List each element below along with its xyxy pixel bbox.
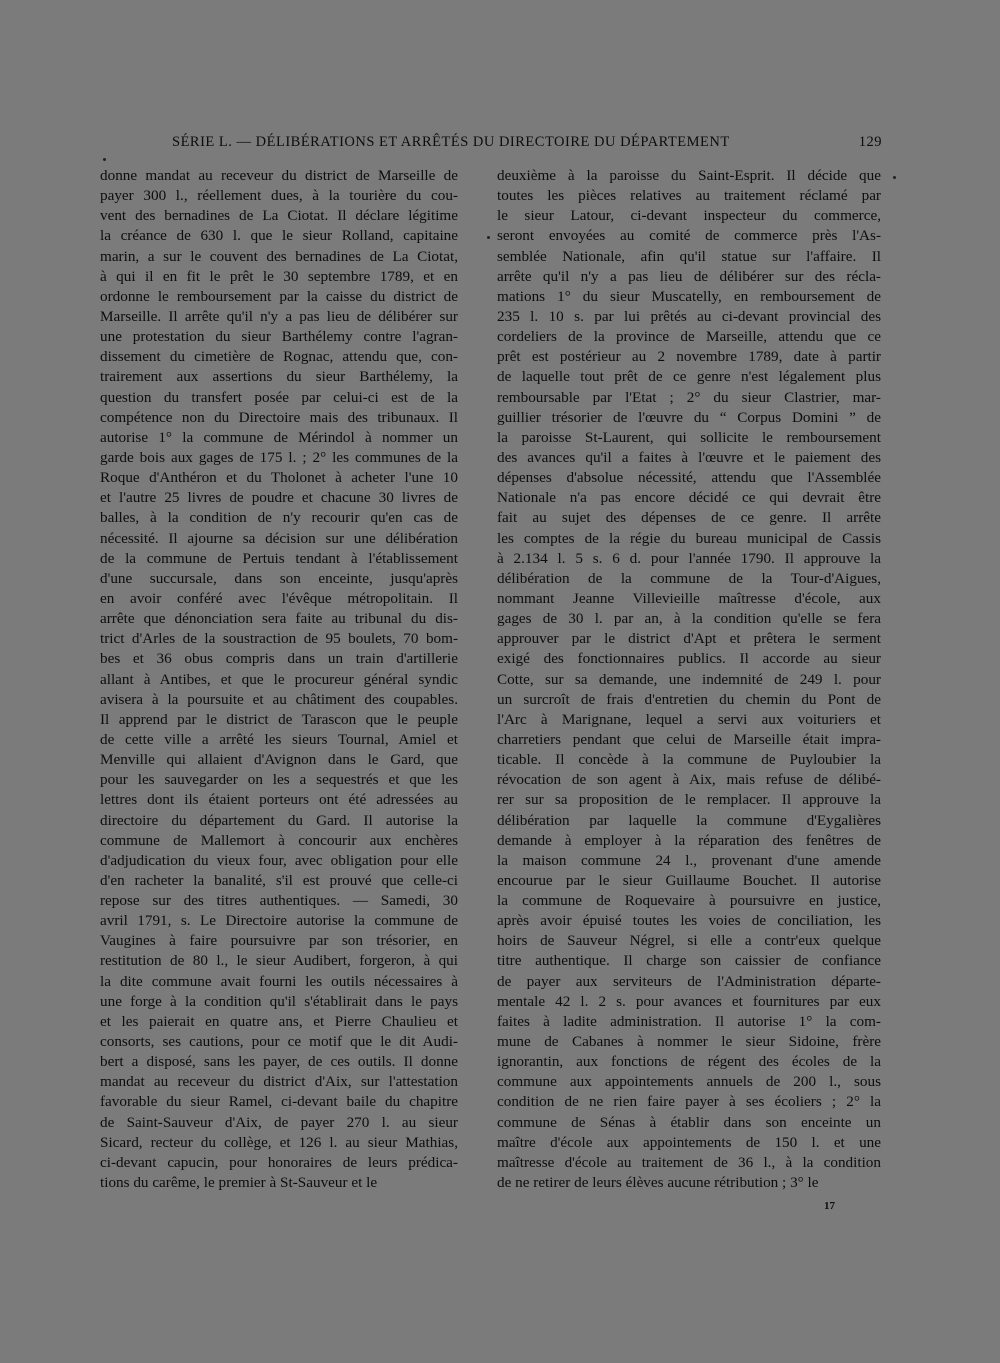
text-line: de Saint-Sauveur d'Aix, de payer 270 l. au sieur xyxy=(100,1113,458,1131)
text-line: balles, à la condition de n'y recourir qu'en cas de xyxy=(100,509,458,527)
text-line: prêt est postérieur au 2 novembre 1789, date à partir xyxy=(497,348,881,366)
text-line: titre authentique. Il charge son caissier de confiance xyxy=(497,952,881,970)
text-line: lettres dont ils étaient porteurs ont été adressées au xyxy=(100,791,458,809)
text-line: la maison commune 24 l., provenant d'une amende xyxy=(497,851,881,869)
ink-speck xyxy=(487,236,490,239)
text-line: Nationale n'a pas encore décidé ce qui devrait être xyxy=(497,489,881,507)
text-line: allant à Antibes, et que le procureur général syndic xyxy=(100,670,458,688)
text-line: Sicard, recteur du collège, et 126 l. au sieur Mathias, xyxy=(100,1133,458,1151)
text-line: trairement aux assertions du sieur Barthélemy, la xyxy=(100,368,458,386)
text-line: commune aux appointements annuels de 200 l., sous xyxy=(497,1073,881,1091)
text-line: compétence non du Directoire mais des tribunaux. Il xyxy=(100,408,458,426)
text-line: la créance de 630 l. que le sieur Rolland, capitaine xyxy=(100,227,458,245)
text-line: après avoir épuisé toutes les voies de conciliation, les xyxy=(497,912,881,930)
text-line: de la commune de Pertuis tendant à l'établissement xyxy=(100,549,458,567)
text-line: des avances qu'il a faites à l'œuvre et le paiement des xyxy=(497,448,881,466)
ink-speck xyxy=(893,176,896,179)
text-line: seront envoyées au comité de commerce près l'As- xyxy=(497,227,881,245)
text-line: 235 l. 10 s. par lui prêtés au ci-devant provincial des xyxy=(497,307,881,325)
text-line: de laquelle tout prêt de ce genre n'est légalement plus xyxy=(497,368,881,386)
text-line: fait au sujet des dépenses de ce genre. Il arrête xyxy=(497,509,881,527)
text-line: vent des bernadines de La Ciotat. Il déclare légitime xyxy=(100,207,458,225)
running-header xyxy=(100,134,882,156)
text-line: deuxième à la paroisse du Saint-Esprit. Il décide que xyxy=(497,167,881,184)
text-line: approuver par le district d'Apt et prêtera le serment xyxy=(497,630,881,648)
text-line: Cotte, sur sa demande, une indemnité de 249 l. pour xyxy=(497,670,881,688)
text-line: consorts, ses cautions, pour ce motif que le dit Audi- xyxy=(100,1033,458,1051)
text-line: Marseille. Il arrête qu'il n'y a pas lieu de délibérer sur xyxy=(100,307,458,325)
signature-mark: 17 xyxy=(824,1200,835,1212)
text-line: ticable. Il concède à la commune de Puyloubier la xyxy=(497,751,881,769)
text-line: charretiers pendant que celui de Marseille était impra- xyxy=(497,730,881,748)
text-line: tions du carême, le premier à St-Sauveur et le xyxy=(100,1174,378,1192)
header-title: SÉRIE L. — DÉLIBÉRATIONS ET ARRÊTÉS DU DIRECTOIRE DU DÉPARTEMENT xyxy=(172,134,730,150)
text-line: mandat au receveur du district d'Aix, sur l'attestation xyxy=(100,1073,458,1091)
text-line: question du transfert posée par celui-ci est de la xyxy=(100,388,458,406)
text-line: d'une succursale, dans son enceinte, jusqu'après xyxy=(100,569,458,587)
page-number: 129 xyxy=(858,134,882,150)
text-line: pour les sauvegarder on les a sequestrés et que les xyxy=(100,771,458,789)
text-line: repose sur des titres authentiques. — Samedi, 30 xyxy=(100,892,458,910)
text-line: délibération par laquelle la commune d'Eygalières xyxy=(497,811,881,829)
text-line: commune de Sénas à établir dans son enceinte un xyxy=(497,1113,881,1131)
text-line: Menville qui allaient d'Avignon dans le Gard, que xyxy=(100,751,458,769)
text-line: le sieur Latour, ci-devant inspecteur du commerce, xyxy=(497,207,881,225)
text-line: les comptes de la régie du bureau municipal de Cassis xyxy=(497,529,881,547)
ink-speck xyxy=(103,158,106,161)
text-line: mations 1° du sieur Muscatelly, en remboursement de xyxy=(497,287,881,305)
text-line: et l'autre 25 livres de poudre et chacune 30 livres de xyxy=(100,489,458,507)
text-line: de cette ville a arrêté les sieurs Tournal, Amiel et xyxy=(100,730,458,748)
text-line: délibération de la commune de la Tour-d'Aigues, xyxy=(497,569,881,587)
text-line: encourue par le sieur Guillaume Bouchet. Il autorise xyxy=(497,871,881,889)
text-line: mentale 42 l. 2 s. pour avances et fournitures par eux xyxy=(497,992,881,1010)
text-line: exigé des fonctionnaires publics. Il accorde au sieur xyxy=(497,650,881,668)
text-line: trict d'Arles de la soustraction de 95 boulets, 70 bom- xyxy=(100,630,458,648)
text-line: garde bois aux gages de 175 l. ; 2° les communes de la xyxy=(100,448,458,466)
text-line: hoirs de Sauveur Négrel, si elle a contr'eux quelque xyxy=(497,932,881,950)
text-line: la commune de Roquevaire à poursuivre en justice, xyxy=(497,892,881,910)
text-line: l'Arc à Marignane, lequel a servi aux voituriers et xyxy=(497,710,881,728)
text-line: commune de Mallemort à concourir aux enchères xyxy=(100,831,458,849)
text-line: d'en racheter la banalité, s'il est prouvé que celle-ci xyxy=(100,871,458,889)
text-line: maître d'école aux appointements de 150 l. et une xyxy=(497,1133,881,1151)
text-line: marin, a sur le couvent des bernadines de La Ciotat, xyxy=(100,247,458,265)
right-column xyxy=(497,166,881,1193)
text-line: avisera à la poursuite et au châtiment des coupables. xyxy=(100,690,458,708)
text-line: et les paierait en quatre ans, et Pierre Chaulieu et xyxy=(100,1012,458,1030)
text-line: guillier trésorier de l'œuvre du “ Corpus Domini ” de xyxy=(497,408,881,426)
text-line: avril 1791, s. Le Directoire autorise la commune de xyxy=(100,912,458,930)
text-line: de payer aux serviteurs de l'Administration départe- xyxy=(497,972,881,990)
text-line: directoire du département du Gard. Il autorise la xyxy=(100,811,458,829)
text-line: de ne retirer de leurs élèves aucune rétribution ; 3° le xyxy=(497,1174,819,1192)
text-line: restitution de 80 l., le sieur Audibert, forgeron, à qui xyxy=(100,952,458,970)
text-line: mune de Cabanes à nommer le sieur Sidoine, frère xyxy=(497,1033,881,1051)
text-line: arrête que dénonciation sera faite au tribunal du dis- xyxy=(100,610,458,628)
text-line: payer 300 l., réellement dues, à la tourière du cou- xyxy=(100,187,458,205)
left-column xyxy=(100,166,458,1193)
text-line: la paroisse St-Laurent, qui sollicite le remboursement xyxy=(497,428,881,446)
text-line: Vaugines à faire poursuivre par son trésorier, en xyxy=(100,932,458,950)
text-line: en avoir conféré avec l'évêque métropolitain. Il xyxy=(100,589,458,607)
text-line: maîtresse d'école au traitement de 36 l., à la condition xyxy=(497,1153,881,1171)
text-line: donne mandat au receveur du district de Marseille de xyxy=(100,167,458,184)
text-line: rer sur sa proposition de le remplacer. Il approuve la xyxy=(497,791,881,809)
text-line: ci-devant capucin, pour honoraires de leurs prédica- xyxy=(100,1153,458,1171)
text-line: d'adjudication du vieux four, avec obligation pour elle xyxy=(100,851,458,869)
text-line: condition de ne rien faire payer à ses écoliers ; 2° la xyxy=(497,1093,881,1111)
text-line: à 2.134 l. 5 s. 6 d. pour l'année 1790. Il approuve la xyxy=(497,549,881,567)
text-line: une forge à la condition qu'il s'établirait dans le pays xyxy=(100,992,458,1010)
text-line: à qui il en fit le prêt le 30 septembre 1789, et en xyxy=(100,267,458,285)
text-line: dissement du cimetière de Rognac, attendu que, con- xyxy=(100,348,458,366)
text-line: demande à employer à la réparation des fenêtres de xyxy=(497,831,881,849)
text-line: autorise 1° la commune de Mérindol à nommer un xyxy=(100,428,458,446)
text-line: Roque d'Anthéron et du Tholonet à acheter l'une 10 xyxy=(100,469,458,487)
text-line: Il apprend par le district de Tarascon que le peuple xyxy=(100,710,458,728)
text-line: ignorantin, aux fonctions de régent des écoles de la xyxy=(497,1053,881,1071)
text-line: semblée Nationale, afin qu'il statue sur l'affaire. Il xyxy=(497,247,881,265)
text-line: nommant Jeanne Villevieille maîtresse d'école, aux xyxy=(497,589,881,607)
text-line: cordeliers de la province de Marseille, attendu que ce xyxy=(497,328,881,346)
text-line: une protestation du sieur Barthélemy contre l'agran- xyxy=(100,328,458,346)
text-line: ordonne le remboursement par la caisse du district de xyxy=(100,287,458,305)
text-line: un surcroît de frais d'entretien du chemin du Pont de xyxy=(497,690,881,708)
text-line: remboursable par l'Etat ; 2° du sieur Clastrier, mar- xyxy=(497,388,881,406)
text-line: toutes les pièces relatives au traitement réclamé par xyxy=(497,187,881,205)
text-line: favorable du sieur Ramel, ci-devant baile du chapitre xyxy=(100,1093,458,1111)
text-line: bes et 36 obus compris dans un train d'artillerie xyxy=(100,650,458,668)
text-line: gages de 30 l. par an, à la condition qu'elle se fera xyxy=(497,610,881,628)
text-line: nécessité. Il ajourne sa décision sur une délibération xyxy=(100,529,458,547)
text-line: révocation de son agent à Aix, mais refuse de délibé- xyxy=(497,771,881,789)
text-line: arrête qu'il n'y a pas lieu de délibérer sur des récla- xyxy=(497,267,881,285)
text-line: bert a disposé, sans les payer, de ces outils. Il donne xyxy=(100,1053,458,1071)
text-line: la dite commune avait fourni les outils nécessaires à xyxy=(100,972,458,990)
text-line: dépenses d'absolue nécessité, attendu que l'Assemblée xyxy=(497,469,881,487)
text-line: faites à ladite administration. Il autorise 1° la com- xyxy=(497,1012,881,1030)
